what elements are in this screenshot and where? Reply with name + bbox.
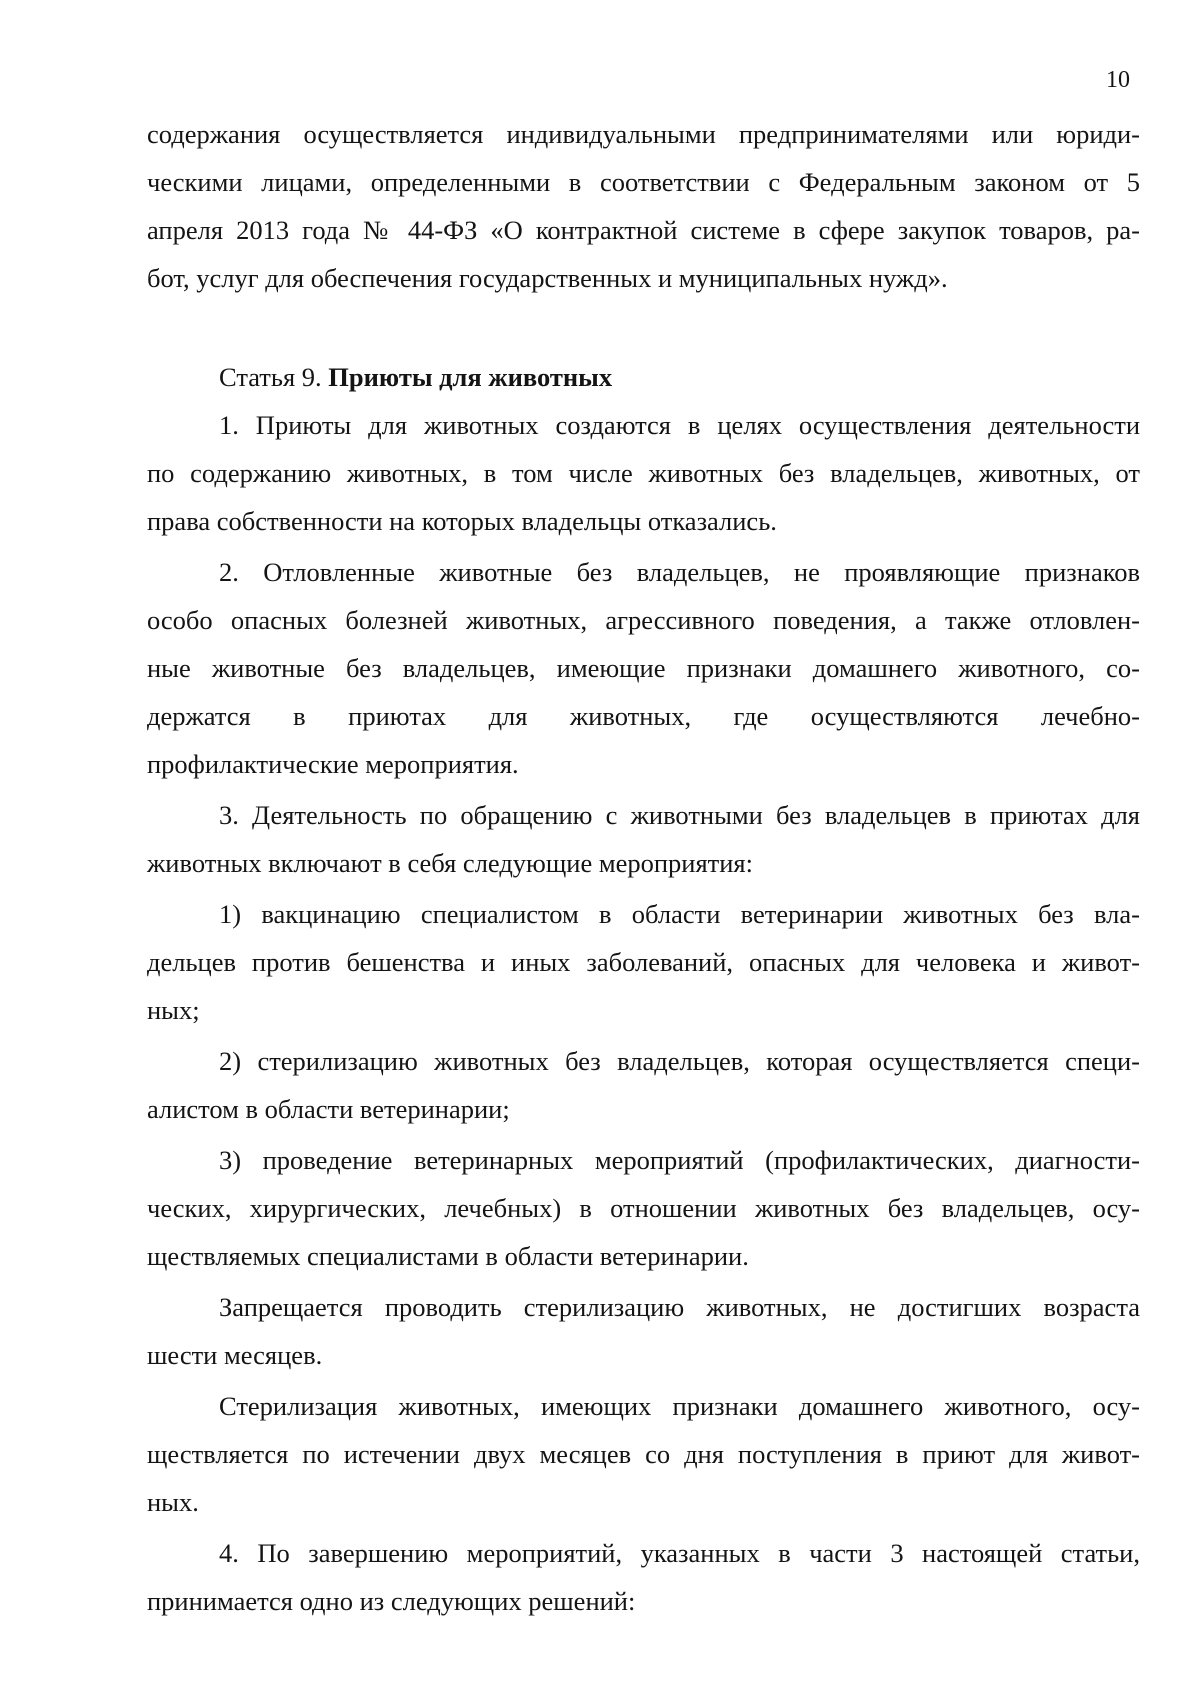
text-line: 1. Приюты для животных создаются в целях осуществления деятельности [219, 410, 1140, 440]
text-line: особо опасных болезней животных, агрессивного поведения, а также отловлен- [147, 605, 1140, 635]
text-line: права собственности на которых владельцы отказались. [147, 506, 777, 536]
text-line: ществляемых специалистами в области ветеринарии. [147, 1241, 749, 1271]
text-line: 2. Отловленные животные без владельцев, не проявляющие признаков [219, 557, 1140, 587]
intro-paragraph [147, 110, 1140, 302]
paragraph-prohibition [147, 1283, 1140, 1379]
text-line: ных; [147, 995, 200, 1025]
text-line: 4. По завершению мероприятий, указанных в части 3 настоящей статьи, [219, 1538, 1140, 1568]
text-line: алистом в области ветеринарии; [147, 1094, 510, 1124]
text-line: 3. Деятельность по обращению с животными без владельцев в приютах для [219, 800, 1140, 830]
text-line: ческими лицами, определенными в соответствии с Федеральным законом от 5 [147, 167, 1140, 197]
text-line: бот, услуг для обеспечения государственных и муниципальных нужд». [147, 263, 948, 293]
text-line: принимается одно из следующих решений: [147, 1586, 636, 1616]
paragraph-3 [147, 791, 1140, 887]
paragraph-2 [147, 548, 1140, 788]
text-line: 1) вакцинацию специалистом в области ветеринарии животных без вла- [219, 899, 1140, 929]
paragraph-sterilization [147, 1382, 1140, 1526]
paragraph-1 [147, 401, 1140, 545]
text-line: апреля 2013 года № 44-ФЗ «О контрактной системе в сфере закупок товаров, ра- [147, 215, 1140, 245]
text-line: ществляется по истечении двух месяцев со дня поступления в приют для живот- [147, 1439, 1140, 1469]
text-body [147, 110, 1140, 1625]
text-line: 2) стерилизацию животных без владельцев, которая осуществляется специ- [219, 1046, 1140, 1076]
text-line: ные животные без владельцев, имеющие признаки домашнего животного, со- [147, 653, 1140, 683]
page-number: 10 [1106, 67, 1130, 93]
text-line: по содержанию животных, в том числе животных без владельцев, животных, от [147, 458, 1140, 488]
article-title: Приюты для животных [328, 362, 613, 392]
article-heading [147, 353, 1140, 401]
text-line: Запрещается проводить стерилизацию животных, не достигших возраста [219, 1292, 1140, 1322]
article-prefix: Статья 9. [219, 362, 322, 392]
list-item-3 [147, 1136, 1140, 1280]
text-line: Стерилизация животных, имеющих признаки домашнего животного, осу- [219, 1391, 1140, 1421]
text-line: профилактические мероприятия. [147, 749, 519, 779]
text-line: ных. [147, 1487, 199, 1517]
list-item-2 [147, 1037, 1140, 1133]
paragraph-4 [147, 1529, 1140, 1625]
text-line: животных включают в себя следующие мероприятия: [147, 848, 753, 878]
text-line: ческих, хирургических, лечебных) в отношении животных без владельцев, осу- [147, 1193, 1140, 1223]
list-item-1 [147, 890, 1140, 1034]
text-line: шести месяцев. [147, 1340, 323, 1370]
text-line: дельцев против бешенства и иных заболеваний, опасных для человека и живот- [147, 947, 1140, 977]
text-line: держатся в приютах для животных, где осуществляются лечебно- [147, 701, 1140, 731]
text-line: содержания осуществляется индивидуальными предпринимателями или юриди- [147, 119, 1140, 149]
text-line: 3) проведение ветеринарных мероприятий (профилактических, диагности- [219, 1145, 1140, 1175]
